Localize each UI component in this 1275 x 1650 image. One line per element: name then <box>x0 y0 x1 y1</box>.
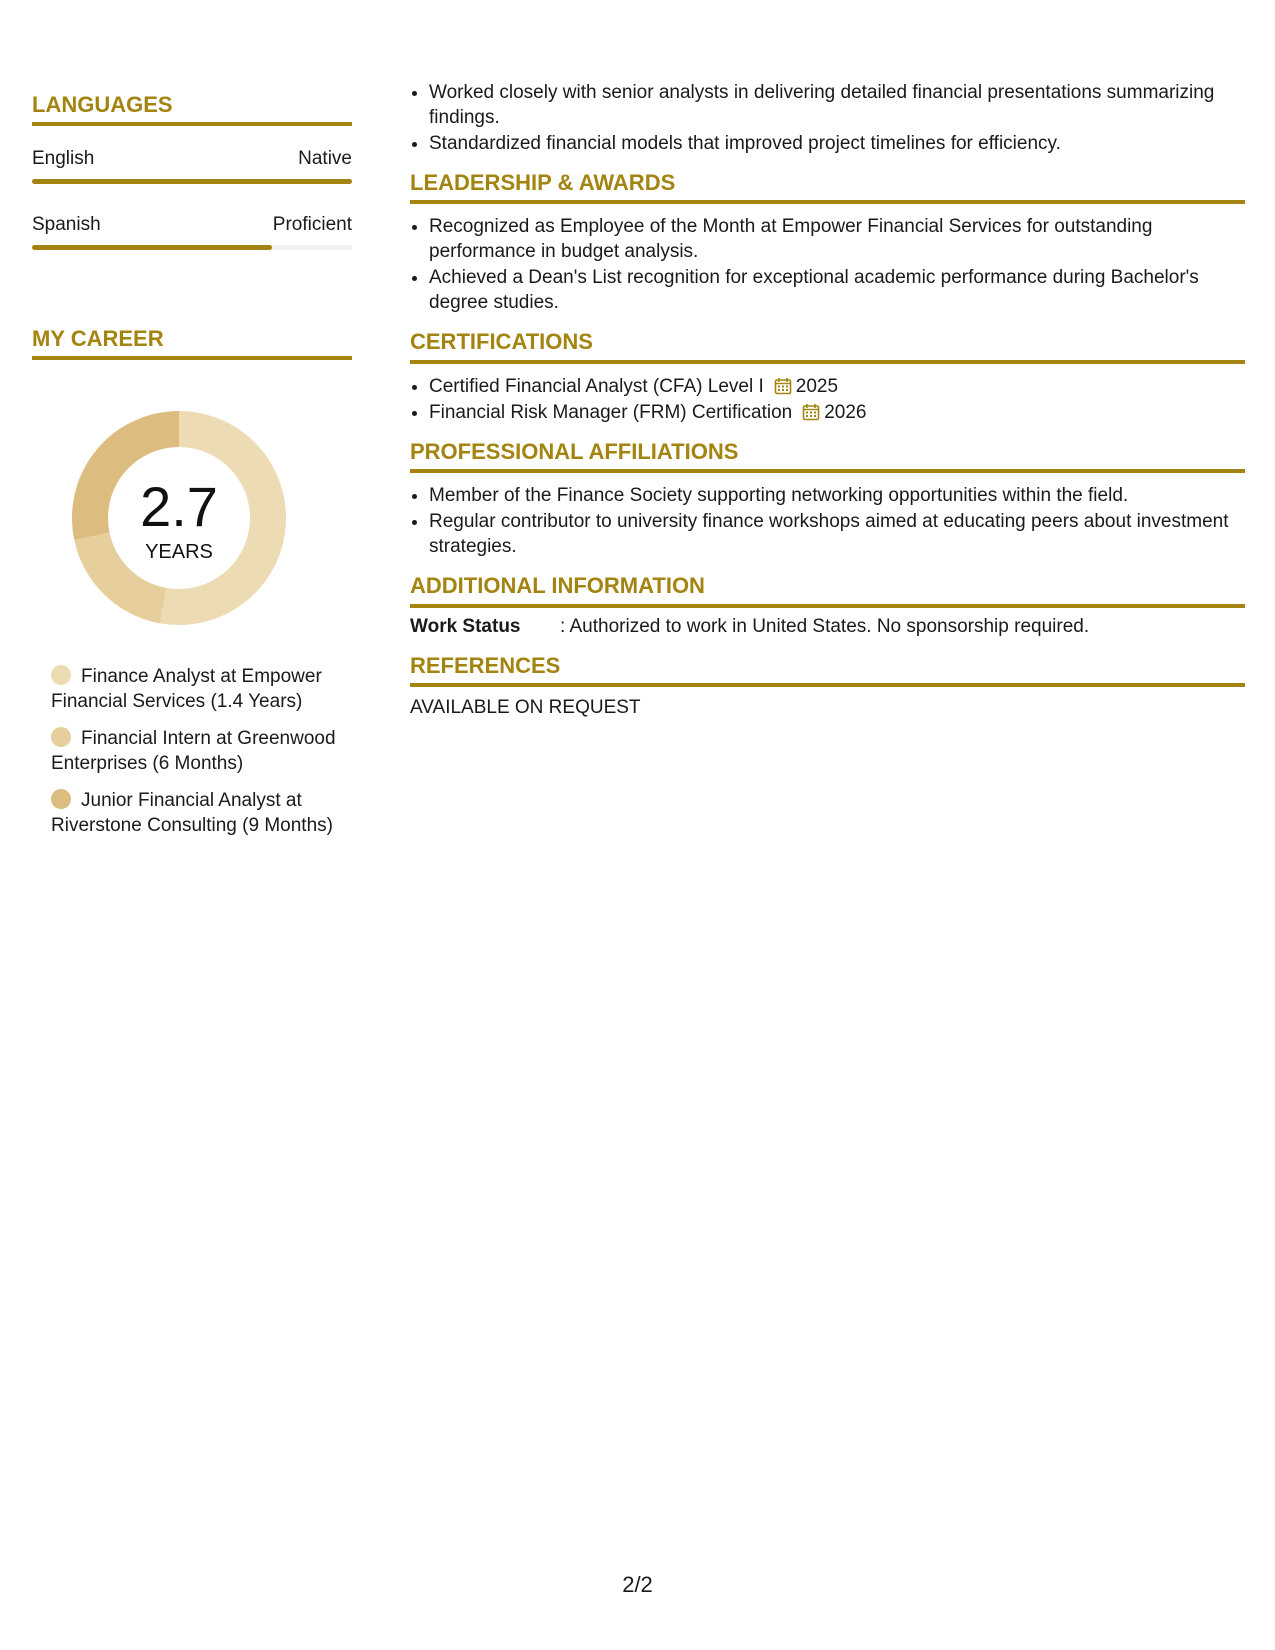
career-section <box>32 326 352 838</box>
right-column <box>410 80 1245 720</box>
experience-continued-section <box>410 80 1245 156</box>
leadership-bullet: • Recognized as Employee of the Month at Empower Financial Services for outstanding performance in budget analysis. <box>429 214 1245 264</box>
career-legend-item <box>51 788 341 838</box>
career-legend-label: Financial Intern at Greenwood Enterprises (6 Months) <box>51 728 336 775</box>
language-item <box>32 214 352 250</box>
leadership-bullet: • Achieved a Dean's List recognition for exceptional academic performance during Bachelor's degree studies. <box>429 265 1245 315</box>
references-title: REFERENCES <box>410 653 1245 687</box>
experience-bullet: • Worked closely with senior analysts in delivering detailed financial presentations summarizing findings. <box>429 80 1245 130</box>
language-proficiency-bar <box>32 179 352 184</box>
calendar-icon <box>802 403 820 421</box>
experience-bullet: • Standardized financial models that improved project timelines for efficiency. <box>429 131 1245 156</box>
career-legend-item <box>51 726 341 776</box>
languages-title: LANGUAGES <box>32 92 352 126</box>
certification-name: Financial Risk Manager (FRM) Certification <box>429 401 793 423</box>
left-column <box>32 92 352 850</box>
work-status-label: Work Status <box>410 615 521 637</box>
legend-dot-icon <box>51 789 71 809</box>
career-legend <box>32 664 341 838</box>
certification-year: 2025 <box>795 375 839 397</box>
work-status-value: : Authorized to work in United States. No sponsorship required. <box>560 615 1090 637</box>
affiliations-bullets <box>410 483 1245 559</box>
career-legend-label: Junior Financial Analyst at Riverstone Consulting (9 Months) <box>51 790 333 837</box>
certifications-section <box>410 329 1245 424</box>
additional-info-title: ADDITIONAL INFORMATION <box>410 573 1245 607</box>
language-level: Native <box>298 148 352 170</box>
work-status-row <box>410 614 1245 639</box>
career-title: MY CAREER <box>32 326 352 360</box>
page-number: 2/2 <box>622 1572 653 1597</box>
experience-bullets <box>410 80 1245 156</box>
certifications-title: CERTIFICATIONS <box>410 329 1245 363</box>
affiliations-title: PROFESSIONAL AFFILIATIONS <box>410 439 1245 473</box>
legend-dot-icon <box>51 727 71 747</box>
certification-name: Certified Financial Analyst (CFA) Level I <box>429 375 764 397</box>
language-proficiency-fill <box>32 179 352 184</box>
language-proficiency-bar <box>32 245 352 250</box>
languages-section <box>32 92 352 250</box>
language-name: Spanish <box>32 214 101 236</box>
career-total-value: 2.7 <box>140 474 218 538</box>
leadership-title: LEADERSHIP & AWARDS <box>410 170 1245 204</box>
language-proficiency-fill <box>32 245 272 250</box>
career-legend-item <box>51 664 341 714</box>
career-legend-label: Finance Analyst at Empower Financial Services (1.4 Years) <box>51 666 322 713</box>
language-item <box>32 148 352 184</box>
references-section <box>410 653 1245 720</box>
affiliations-section <box>410 439 1245 559</box>
language-name: English <box>32 148 95 170</box>
certification-item <box>429 374 1245 399</box>
leadership-section <box>410 170 1245 315</box>
language-level: Proficient <box>272 214 352 236</box>
certifications-list <box>410 374 1245 425</box>
certification-item <box>429 400 1245 425</box>
leadership-bullets <box>410 214 1245 315</box>
legend-dot-icon <box>51 665 71 685</box>
career-donut-chart <box>65 404 293 632</box>
calendar-icon <box>774 377 792 395</box>
certification-year: 2026 <box>824 401 867 423</box>
additional-info-section <box>410 573 1245 638</box>
career-total-unit: YEARS <box>145 540 213 563</box>
references-text: AVAILABLE ON REQUEST <box>410 696 641 718</box>
affiliation-bullet: • Member of the Finance Society supporting networking opportunities within the field. <box>429 483 1245 508</box>
affiliation-bullet: • Regular contributor to university finance workshops aimed at educating peers about investment strategies. <box>429 509 1245 559</box>
